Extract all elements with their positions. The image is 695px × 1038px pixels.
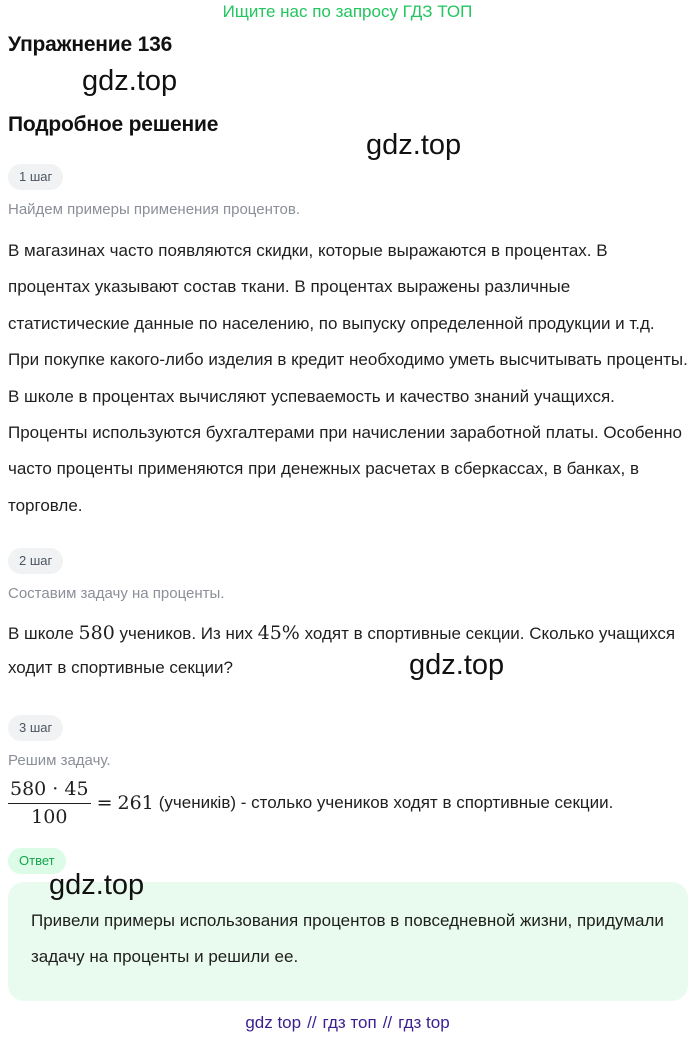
fraction-denominator: 100 xyxy=(31,805,68,828)
watermark: gdz.top xyxy=(409,649,505,681)
footer-link[interactable]: гдз топ xyxy=(322,1013,377,1032)
text-part: В школе xyxy=(8,624,79,643)
result-text: (учеників) - столько учеников ходят в спортивные секции. xyxy=(158,793,614,812)
text-part: ходят в спортивные секции. Сколько учащихся ходит в спортивные секции? xyxy=(8,624,676,677)
watermark: gdz.top xyxy=(82,65,178,97)
step-badge-2: 2 шаг xyxy=(8,548,63,574)
footer-link[interactable]: gdz top xyxy=(245,1013,302,1032)
solution-formula xyxy=(8,775,613,831)
search-banner: Ищите нас по запросу ГДЗ ТОП xyxy=(222,2,473,21)
answer-text: Привели примеры использования процентов в повседневной жизни, придумали задачу на проценты и решили ее. xyxy=(31,911,664,966)
fraction-numerator: 580 · 45 xyxy=(8,777,91,804)
result-value: 261 xyxy=(117,792,154,814)
footer-separator: // xyxy=(382,1013,393,1032)
watermark: gdz.top xyxy=(49,869,145,901)
step-text-1: В магазинах часто появляются скидки, которые выражаются в процентах. В процентах указывают состав ткани. В процентах выражены различные статистические данные по населению, по выпуску определенной продукции и т.д. При покупке какого-либо изделия в кредит необходимо уметь высчитывать проценты. В школе в процентах вычисляют успеваемость и качество знаний учащихся. Проценты используются бухгалтерами при начислении заработной платы. Особенно часто проценты применяются при денежных расчетах в сберкассах, в банках, в торговле. xyxy=(8,241,688,515)
math-number: 580 xyxy=(78,622,115,644)
footer-separator: // xyxy=(307,1013,317,1032)
footer-link[interactable]: гдз top xyxy=(398,1013,450,1032)
answer-badge: Ответ xyxy=(8,848,66,874)
step-badge-1: 1 шаг xyxy=(8,164,63,190)
step-text-2 xyxy=(8,616,690,685)
exercise-title: Упражнение 136 xyxy=(8,33,173,56)
step-hint-3: Решим задачу. xyxy=(8,752,111,769)
watermark: gdz.top xyxy=(366,129,462,161)
section-title: Подробное решение xyxy=(8,113,219,136)
fraction xyxy=(8,777,91,830)
text-part: учеников. Из них xyxy=(114,624,258,643)
equals-sign: = xyxy=(96,792,113,814)
step-hint-2: Составим задачу на проценты. xyxy=(8,585,225,602)
step-badge-3: 3 шаг xyxy=(8,715,63,741)
math-percent: 45% xyxy=(257,622,300,644)
footer-links xyxy=(0,1013,695,1033)
step-hint-1: Найдем примеры применения процентов. xyxy=(8,201,301,218)
